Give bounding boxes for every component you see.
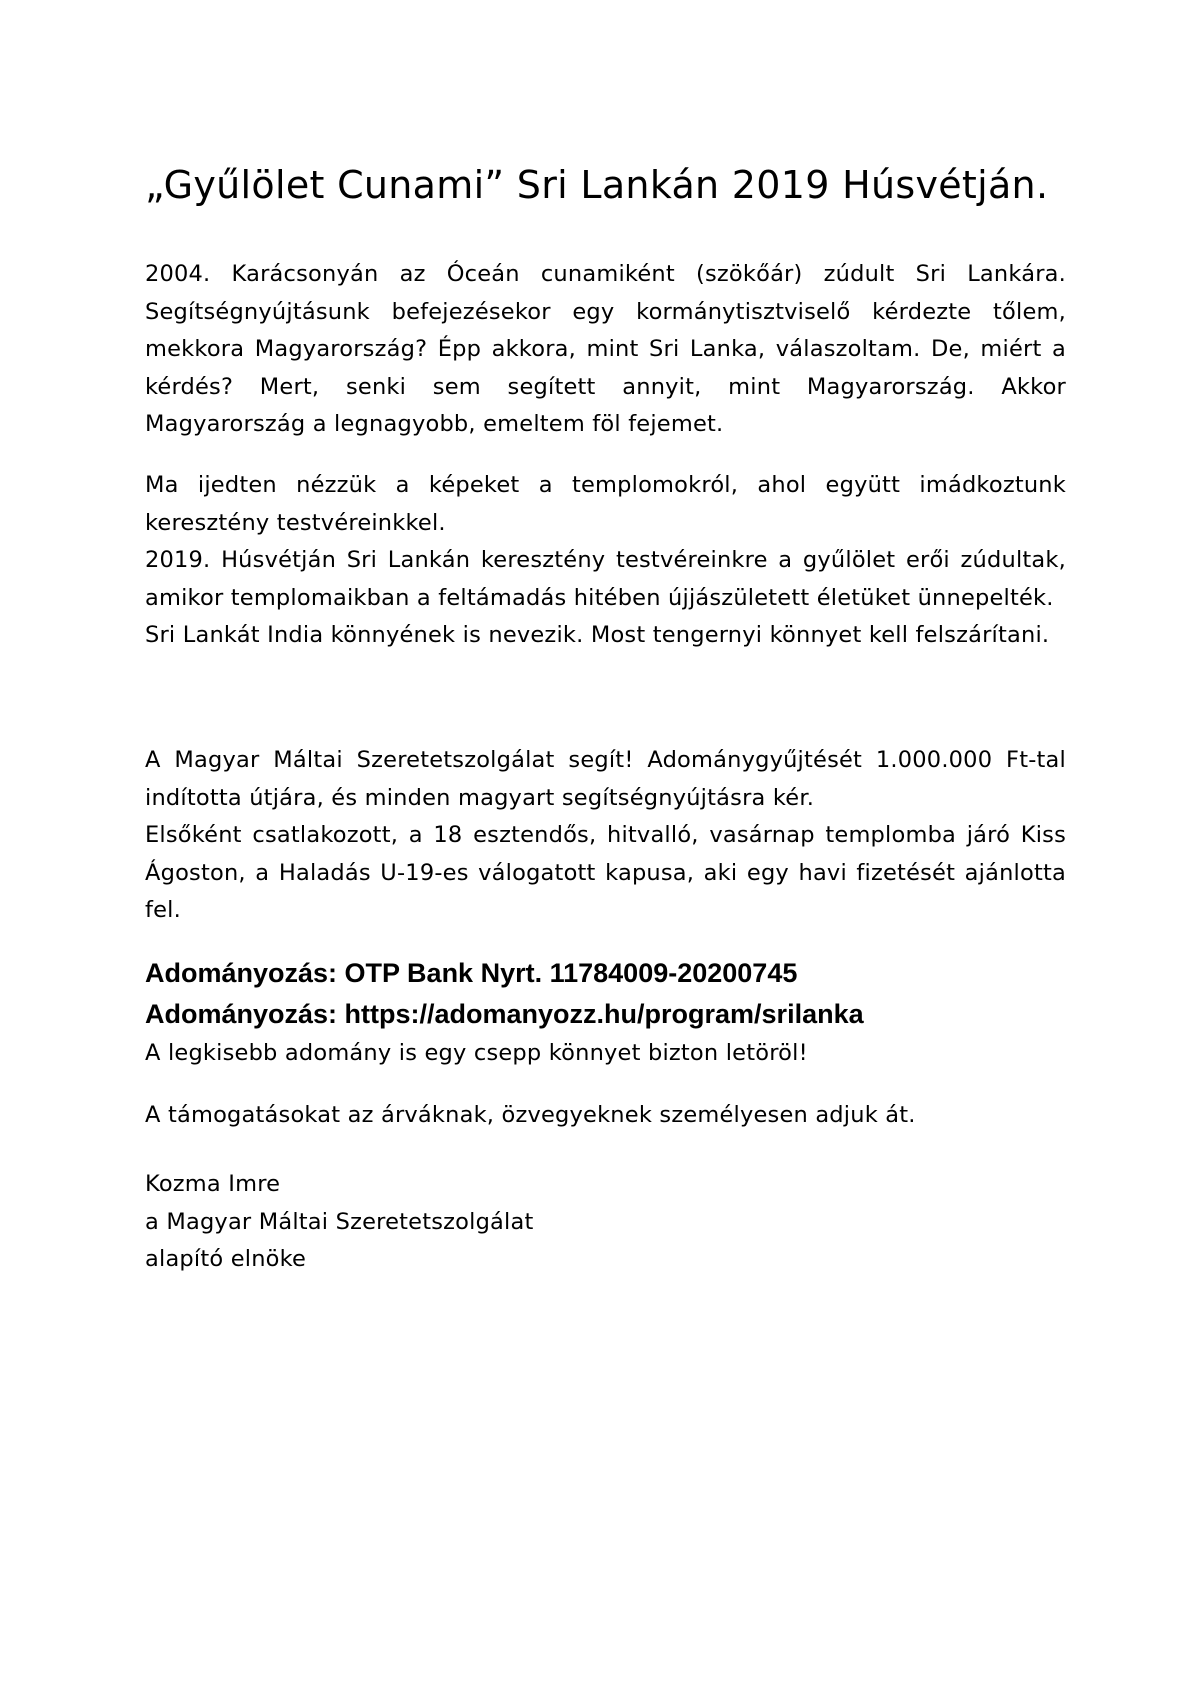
signature-role: alapító elnöke [145,1246,307,1272]
paragraph-maltese-aid: A Magyar Máltai Szeretetszolgálat segít! Adománygyűjtését 1.000.000 Ft-tal indította útjára, és minden magyart segítségnyújtásra kér. [145,747,1066,811]
easter-section [145,467,1066,655]
paragraph-churches: Ma ijedten nézzük a képeket a templomokról, ahol együtt imádkoztunk keresztény testvéreinkkel. [145,472,1066,536]
support-note: A támogatásokat az árváknak, özvegyeknek személyesen adjuk át. [145,1102,916,1128]
support-section [145,1097,1066,1135]
paragraph-india-tear: Sri Lankát India könnyének is nevezik. Most tengernyi könnyet kell felszárítani. [145,622,1050,648]
donation-section [145,953,1066,1073]
document-title: „Gyűlölet Cunami” Sri Lankán 2019 Húsvétján. [145,163,1049,207]
signature-name: Kozma Imre [145,1171,281,1197]
signature-block [145,1166,1066,1279]
paragraph-first-donor: Elsőként csatlakozott, a 18 esztendős, hitvalló, vasárnap templomba járó Kiss Ágoston, a Haladás U-19-es válogatott kapusa, aki egy havi fizetését ajánlotta fel. [145,822,1066,923]
donation-web-link[interactable]: Adományozás: https://adomanyozz.hu/program/srilanka [145,999,864,1029]
paragraph-easter-2019: 2019. Húsvétján Sri Lankán keresztény testvéreinkre a gyűlölet erői zúdultak, amikor templomaikban a feltámadás hitében újjászületett életüket ünnepelték. [145,547,1066,611]
signature-organization: a Magyar Máltai Szeretetszolgálat [145,1208,534,1235]
paragraph-tsunami-2004: 2004. Karácsonyán az Óceán cunamiként (szökőár) zúdult Sri Lankára. Segítségnyújtásunk befejezésekor egy kormánytisztviselő kérdezte tőlem, mekkora Magyarország? Épp akkora, mint Sri Lanka, válaszoltam. De, miért a kérdés? Mert, senki sem segített annyit, mint Magyarország. Akkor Magyarország a legnagyobb, emeltem föl fejemet. [145,261,1066,437]
donation-bank-account: Adományozás: OTP Bank Nyrt. 11784009-20200745 [145,958,798,988]
donation-note: A legkisebb adomány is egy csepp könnyet bizton letöröl! [145,1040,808,1066]
aid-section [145,742,1066,930]
intro-section [145,256,1066,444]
